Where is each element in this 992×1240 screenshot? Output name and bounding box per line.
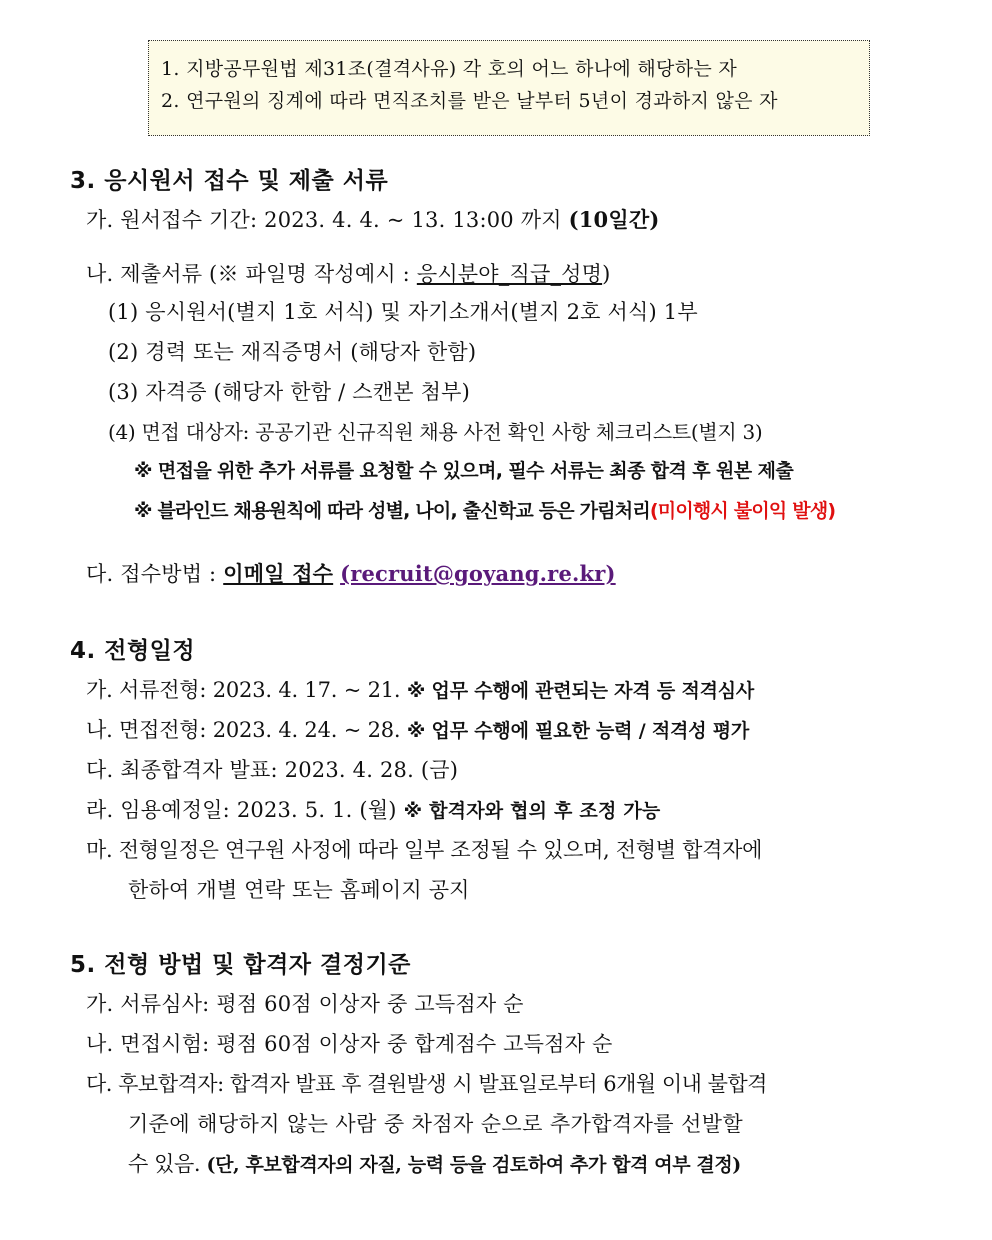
disqualification-box bbox=[148, 40, 870, 136]
required-documents-close: ) bbox=[602, 262, 611, 286]
required-documents bbox=[86, 258, 611, 288]
required-documents-text: 나. 제출서류 (※ 파일명 작성예시 : bbox=[86, 262, 417, 286]
reserve-candidate-line2: 기준에 해당하지 않는 사람 중 차점자 순으로 추가합격자를 선발할 bbox=[128, 1112, 744, 1136]
document-item-2: (2) 경력 또는 재직증명서 (해당자 한함) bbox=[108, 340, 477, 364]
submission-method bbox=[86, 558, 616, 588]
reserve-candidate-text: 수 있음. bbox=[128, 1152, 207, 1176]
submission-method-value: 이메일 접수 bbox=[223, 561, 334, 586]
schedule-notice-line1: 마. 전형일정은 연구원 사정에 따라 일부 조정될 수 있으며, 전형별 합격자에 bbox=[86, 838, 763, 862]
interview-screening bbox=[86, 714, 749, 744]
interview-criteria: 나. 면접시험: 평점 60점 이상자 중 합계점수 고득점자 순 bbox=[86, 1032, 613, 1056]
disqualification-item-2: 2. 연구원의 징계에 따라 면직조치를 받은 날부터 5년이 경과하지 않은 자 bbox=[161, 90, 778, 112]
document-item-3: (3) 자격증 (해당자 한함 / 스캔본 첨부) bbox=[108, 380, 470, 404]
blind-hiring-note bbox=[134, 496, 835, 523]
section3-title: 3. 응시원서 접수 및 제출 서류 bbox=[70, 168, 389, 194]
interview-screening-note: ※ 업무 수행에 필요한 능력 / 적격성 평가 bbox=[406, 720, 750, 742]
submission-method-label: 다. 접수방법 : bbox=[86, 562, 224, 586]
reserve-candidate-line1: 다. 후보합격자: 합격자 발표 후 결원발생 시 발표일로부터 6개월 이내 불합격 bbox=[86, 1072, 767, 1096]
filename-example: 응시분야_직급_성명 bbox=[416, 262, 603, 286]
document-screening-date: 가. 서류전형: 2023. 4. 17. ~ 21. bbox=[86, 678, 407, 702]
appointment-date-text: 라. 임용예정일: 2023. 5. 1. (월) bbox=[86, 798, 404, 822]
application-period-days: (10일간) bbox=[568, 207, 660, 232]
document-screening-note: ※ 업무 수행에 관련되는 자격 등 적격심사 bbox=[406, 680, 755, 702]
application-period bbox=[86, 204, 659, 234]
document-item-1: (1) 응시원서(별지 1호 서식) 및 자기소개서(별지 2호 서식) 1부 bbox=[108, 300, 698, 324]
appointment-date-note: ※ 합격자와 협의 후 조정 가능 bbox=[403, 800, 661, 822]
schedule-notice-line2: 한하여 개별 연락 또는 홈페이지 공지 bbox=[128, 878, 470, 902]
interview-screening-date: 나. 면접전형: 2023. 4. 24. ~ 28. bbox=[86, 718, 407, 742]
disqualification-item-1: 1. 지방공무원법 제31조(결격사유) 각 호의 어느 하나에 해당하는 자 bbox=[161, 58, 737, 80]
reserve-candidate-condition: (단, 후보합격자의 자질, 능력 등을 검토하여 추가 합격 여부 결정) bbox=[206, 1154, 741, 1176]
additional-documents-note: ※ 면접을 위한 추가 서류를 요청할 수 있으며, 필수 서류는 최종 합격 후 원본 제출 bbox=[134, 460, 794, 482]
blind-hiring-text: ※ 블라인드 채용원칙에 따라 성별, 나이, 출신학교 등은 가림처리 bbox=[134, 500, 650, 522]
section4-title: 4. 전형일정 bbox=[70, 638, 196, 664]
section5-title: 5. 전형 방법 및 합격자 결정기준 bbox=[70, 952, 411, 978]
final-announcement: 다. 최종합격자 발표: 2023. 4. 28. (금) bbox=[86, 758, 459, 782]
document-screening bbox=[86, 674, 754, 704]
penalty-warning: (미이행시 불이익 발생) bbox=[649, 500, 836, 522]
appointment-date bbox=[86, 794, 660, 824]
recruit-email-link[interactable]: (recruit@goyang.re.kr) bbox=[340, 561, 616, 586]
document-item-4: (4) 면접 대상자: 공공기관 신규직원 채용 사전 확인 사항 체크리스트(별지 3) bbox=[108, 420, 763, 444]
application-period-text: 가. 원서접수 기간: 2023. 4. 4. ~ 13. 13:00 까지 bbox=[86, 208, 569, 232]
reserve-candidate-line3 bbox=[128, 1148, 741, 1178]
document-review-criteria: 가. 서류심사: 평점 60점 이상자 중 고득점자 순 bbox=[86, 992, 524, 1016]
